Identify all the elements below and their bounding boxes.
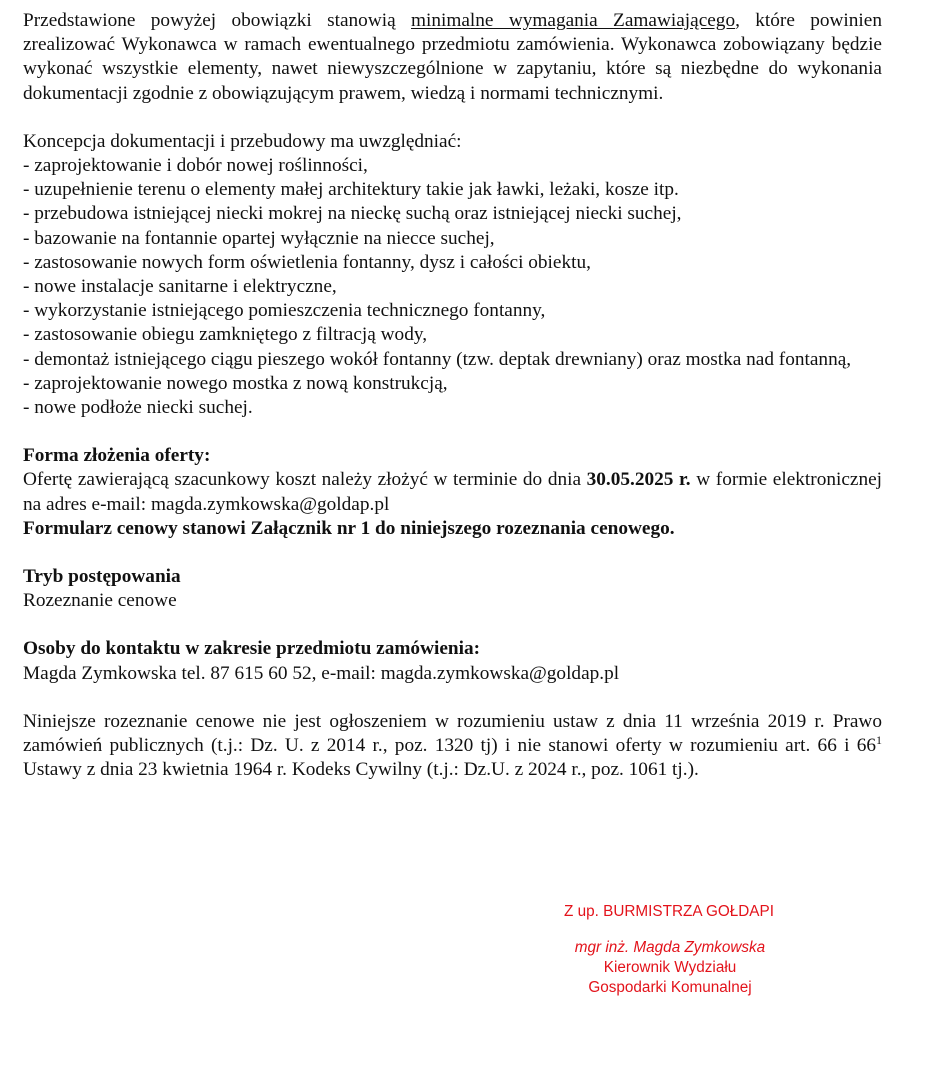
disclaimer-superscript: 1: [876, 733, 882, 748]
disclaimer-text-start: Niniejsze rozeznanie cenowe nie jest ogłoszeniem w rozumieniu ustaw z dnia 11 września 2019 r. Prawo zamówień publicznych (t.j.: Dz. U. z 2014 r., poz. 1320 tj) i nie stanowi oferty w rozumieniu art. 66 i 66: [23, 710, 882, 757]
offer-deadline-date: 30.05.2025 r.: [586, 469, 691, 491]
spacer: [23, 106, 882, 130]
intro-text-end: , które powinien zrealizować Wykonawca w ramach ewentualnego przedmiotu zamówienia. Wykonawca zobowiązany będzie wykonać wszystkie elementy, nawet niewyszczególnione w zapytaniu, które są niezbędne do wykonania dokumentacji zgodnie z obowiązującym prawem, wiedzą i normami technicznymi.: [23, 10, 882, 104]
document-page: [23, 9, 882, 782]
attachment-note: Formularz cenowy stanowi Załącznik nr 1 do niniejszego rozeznania cenowego.: [23, 517, 675, 539]
procedure-heading: Tryb postępowania: [23, 566, 181, 588]
concept-list-item: - zaprojektowanie i dobór nowej roślinności,: [23, 155, 368, 177]
signature-block: [520, 902, 820, 998]
offer-text-start: Ofertę zawierającą szacunkowy koszt należy złożyć w terminie do dnia: [23, 469, 587, 491]
concept-list-item: - wykorzystanie istniejącego pomieszczenia technicznego fontanny,: [23, 300, 546, 322]
spacer: [520, 922, 820, 938]
offer-text-end: w formie elektronicznej na adres e-mail: magda.zymkowska@goldap.pl: [23, 469, 883, 515]
concept-list-item: - zaprojektowanie nowego mostka z nową konstrukcją,: [23, 372, 448, 394]
concept-list-item: - nowe podłoże niecki suchej.: [23, 397, 253, 419]
spacer: [23, 686, 882, 710]
offer-heading: Forma złożenia oferty:: [23, 445, 211, 467]
concept-list-item: - zastosowanie obiegu zamkniętego z filtracją wody,: [23, 324, 428, 346]
procedure-section: [23, 565, 882, 613]
concept-list-item: - nowe instalacje sanitarne i elektryczne,: [23, 276, 337, 298]
signature-name: mgr inż. Magda Zymkowska: [574, 939, 766, 956]
disclaimer-text-end: Ustawy z dnia 23 kwietnia 1964 r. Kodeks Cywilny (t.j.: Dz.U. z 2024 r., poz. 1061 tj.).: [23, 759, 699, 781]
spacer: [23, 541, 882, 565]
concept-section: [23, 130, 882, 420]
concept-list-item: - demontaż istniejącego ciągu pieszego wokół fontanny (tzw. deptak drewniany) oraz mostka nad fontanną,: [23, 348, 852, 370]
concept-list-item: - bazowanie na fontannie opartej wyłącznie na niecce suchej,: [23, 227, 495, 249]
intro-text-start: Przedstawione powyżej obowiązki stanowią: [23, 10, 412, 31]
offer-section: [23, 444, 882, 541]
concept-list-item: - uzupełnienie terenu o elementy małej architektury takie jak ławki, leżaki, kosze itp.: [23, 179, 679, 201]
signature-title-line1: Kierownik Wydziału: [603, 959, 737, 976]
intro-paragraph: [23, 9, 882, 106]
contact-section: [23, 637, 882, 685]
signature-on-behalf: Z up. BURMISTRZA GOŁDAPI: [564, 903, 774, 920]
spacer: [23, 420, 882, 444]
procedure-value: Rozeznanie cenowe: [23, 590, 177, 612]
concept-list-item: - przebudowa istniejącej niecki mokrej na nieckę suchą oraz istniejącej niecki suchej,: [23, 203, 682, 225]
minimum-requirements-underlined: minimalne wymagania Zamawiającego: [411, 10, 736, 31]
signature-title-line2: Gospodarki Komunalnej: [588, 979, 752, 996]
spacer: [23, 613, 882, 637]
contact-value: Magda Zymkowska tel. 87 615 60 52, e-mail: magda.zymkowska@goldap.pl: [23, 662, 620, 684]
offer-text: [23, 468, 882, 516]
concept-heading: Koncepcja dokumentacji i przebudowy ma uwzględniać:: [23, 130, 462, 152]
concept-list-item: - zastosowanie nowych form oświetlenia fontanny, dysz i całości obiektu,: [23, 251, 591, 273]
contact-heading: Osoby do kontaktu w zakresie przedmiotu zamówienia:: [23, 638, 481, 660]
disclaimer-paragraph: [23, 710, 882, 783]
